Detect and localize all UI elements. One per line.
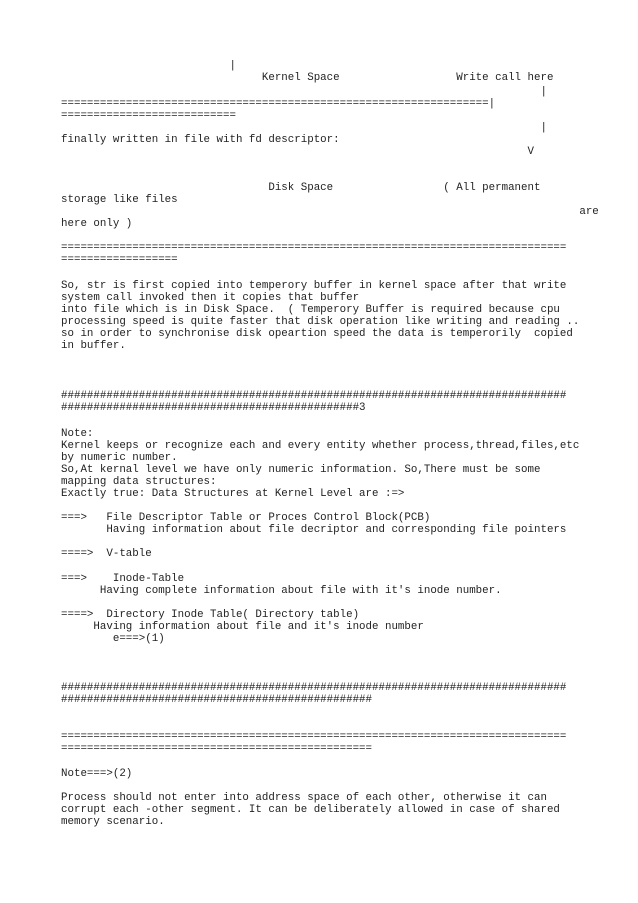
paragraph-line: So, str is first copied into temperory buffer in kernel space after that write — [61, 280, 567, 292]
paragraph-line: Kernel keeps or recognize each and every entity whether process,thread,files,etc — [61, 440, 580, 452]
paragraph-line: corrupt each -other segment. It can be deliberately allowed in case of shared — [61, 804, 560, 816]
text-line: finally written in file with fd descriptor: — [61, 134, 340, 146]
list-item: ===> Inode-Table — [61, 573, 185, 585]
list-item-detail: Having complete information about file with it's inode number. — [61, 585, 502, 597]
paragraph-line: Exactly true: Data Structures at Kernel Level are :=> — [61, 488, 405, 500]
paragraph-line: memory scenario. — [61, 816, 165, 828]
paragraph-line: mapping data structures: — [61, 476, 217, 488]
list-item-detail: e===>(1) — [61, 633, 165, 645]
divider-line: ================== — [61, 254, 178, 266]
paragraph-line: so in order to synchronise disk opeartion speed the data is temperorily copied — [61, 328, 573, 340]
hash-divider-line: ############################################################################## — [61, 682, 567, 694]
paragraph-line: by numeric number. — [61, 452, 178, 464]
divider-line: ==================================================================| — [61, 98, 496, 110]
paragraph-line: processing speed is quite faster that disk operation like writing and reading .. — [61, 316, 580, 328]
hash-divider-line: ##############################################3 — [61, 402, 366, 414]
list-item: ===> File Descriptor Table or Proces Control Block(PCB) — [61, 512, 431, 524]
list-item-detail: Having information about file and it's inode number — [61, 621, 424, 633]
pipe-top: | — [61, 60, 236, 72]
divider-line: =========================== — [61, 110, 236, 122]
text-line: are — [61, 206, 599, 218]
arrow-v-line: V — [61, 146, 534, 158]
paragraph-line: into file which is in Disk Space. ( Temperory Buffer is required because cpu — [61, 304, 560, 316]
paragraph-line: system call invoked then it copies that buffer — [61, 292, 360, 304]
pipe-line: | — [61, 86, 547, 98]
note-heading: Note: — [61, 428, 94, 440]
text-line: here only ) — [61, 218, 133, 230]
divider-line: ============================================================================== — [61, 242, 567, 254]
paragraph-line: So,At kernal level we have only numeric information. So,There must be some — [61, 464, 541, 476]
kernel-space-label: Kernel Space Write call here — [61, 72, 554, 84]
divider-line: ============================================================================== — [61, 731, 567, 743]
hash-divider-line: ############################################################################## — [61, 390, 567, 402]
note-heading: Note===>(2) — [61, 768, 133, 780]
hash-divider-line: ################################################ — [61, 694, 373, 706]
disk-space-label: Disk Space ( All permanent — [61, 182, 541, 194]
paragraph-line: Process should not enter into address space of each other, otherwise it can — [61, 792, 547, 804]
text-line: storage like files — [61, 194, 178, 206]
list-item: ====> V-table — [61, 548, 152, 560]
pipe-line: | — [61, 122, 547, 134]
divider-line: ================================================ — [61, 743, 373, 755]
paragraph-line: in buffer. — [61, 340, 126, 352]
list-item-detail: Having information about file decriptor and corresponding file pointers — [61, 524, 567, 536]
list-item: ====> Directory Inode Table( Directory table) — [61, 609, 360, 621]
